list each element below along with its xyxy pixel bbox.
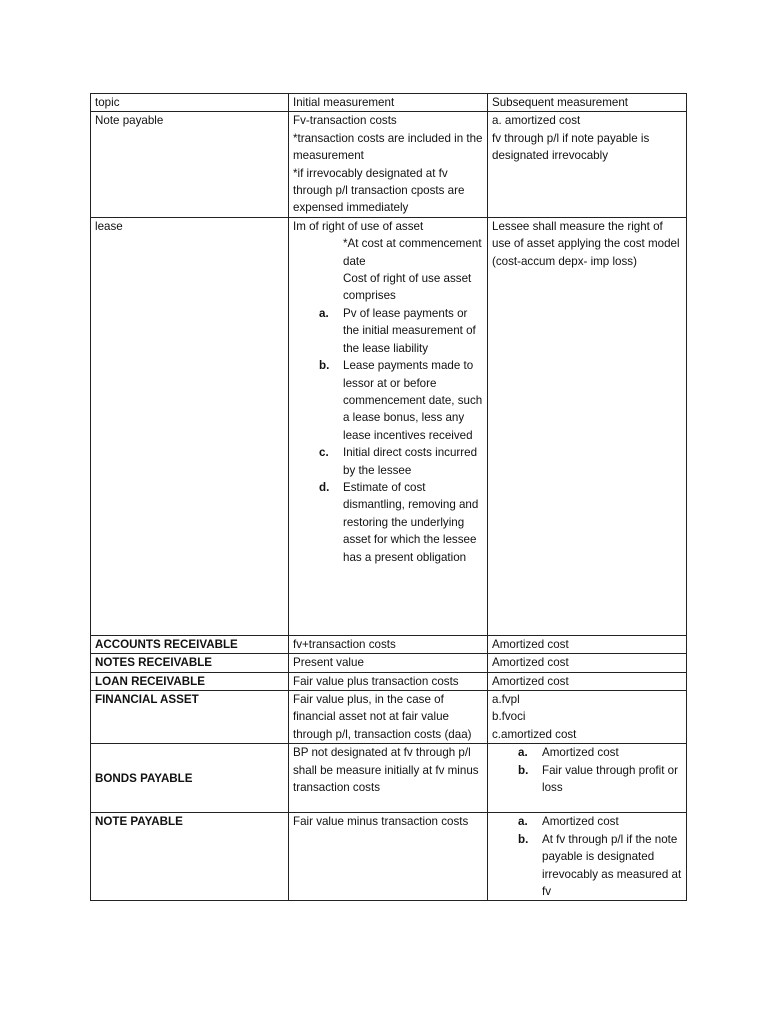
list-item: Fair value through profit or loss <box>542 763 678 795</box>
topic-cell: NOTE PAYABLE <box>91 813 289 901</box>
list-item: Lease payments made to lessor at or before commencement date, such a lease bonus, less any lease incentives received <box>343 359 483 442</box>
lease-cost-list <box>293 305 483 566</box>
note-payable-subsequent-list <box>492 813 682 900</box>
initial-cell: BP not designated at fv through p/l shall be measure initially at fv minus transaction costs <box>289 744 488 813</box>
topic-cell: lease <box>91 217 289 635</box>
initial-cell: Fair value minus transaction costs <box>289 813 488 901</box>
subsequent-cell: Amortized cost <box>488 672 687 690</box>
initial-cell: Fair value plus transaction costs <box>289 672 488 690</box>
topic-cell: ACCOUNTS RECEIVABLE <box>91 635 289 653</box>
table-row <box>91 217 687 635</box>
table-row <box>91 813 687 901</box>
bonds-subsequent-list <box>492 744 682 796</box>
table-row <box>91 672 687 690</box>
topic-cell: BONDS PAYABLE <box>91 744 289 813</box>
subsequent-cell: Amortized cost <box>488 635 687 653</box>
subsequent-cell: a. amortized cost fv through p/l if note payable is designated irrevocably <box>488 112 687 217</box>
subsequent-cell: Amortized cost <box>488 654 687 672</box>
topic-cell: NOTES RECEIVABLE <box>91 654 289 672</box>
table-row <box>91 112 687 217</box>
table-row <box>91 744 687 813</box>
topic-cell: FINANCIAL ASSET <box>91 691 289 744</box>
list-item: Pv of lease payments or the initial measurement of the lease liability <box>343 306 476 355</box>
list-item: Amortized cost <box>542 815 619 829</box>
subsequent-cell <box>488 744 687 813</box>
initial-cell: fv+transaction costs <box>289 635 488 653</box>
header-row <box>91 94 687 112</box>
subsequent-cell <box>488 813 687 901</box>
initial-cell: Present value <box>289 654 488 672</box>
lease-at-cost: *At cost at commencement date <box>343 237 482 268</box>
list-item: Amortized cost <box>542 746 619 760</box>
subsequent-cell: Lessee shall measure the right of use of asset applying the cost model (cost-accum depx- imp loss) <box>488 217 687 635</box>
lease-comprises: Cost of right of use asset comprises <box>343 272 472 303</box>
initial-cell: Fair value plus, in the case of financial asset not at fair value through p/l, transaction costs (daa) <box>289 691 488 744</box>
table-row <box>91 691 687 744</box>
topic-cell: Note payable <box>91 112 289 217</box>
list-item: At fv through p/l if the note payable is designated irrevocably as measured at fv <box>542 832 682 898</box>
header-initial: Initial measurement <box>289 94 488 112</box>
table-row <box>91 635 687 653</box>
list-item: Estimate of cost dismantling, removing and restoring the underlying asset for which the lessee has a present obligation <box>343 480 479 564</box>
table-row <box>91 654 687 672</box>
initial-cell <box>289 217 488 635</box>
subsequent-cell: a.fvpl b.fvoci c.amortized cost <box>488 691 687 744</box>
header-topic: topic <box>91 94 289 112</box>
topic-cell: LOAN RECEIVABLE <box>91 672 289 690</box>
list-item: Initial direct costs incurred by the lessee <box>343 446 478 477</box>
measurement-table <box>90 93 687 901</box>
lease-intro: Im of right of use of asset <box>293 219 424 233</box>
initial-cell: Fv-transaction costs *transaction costs are included in the measurement *if irrevocably designated at fv through p/l transaction cposts are expensed immediately <box>289 112 488 217</box>
header-subsequent: Subsequent measurement <box>488 94 687 112</box>
